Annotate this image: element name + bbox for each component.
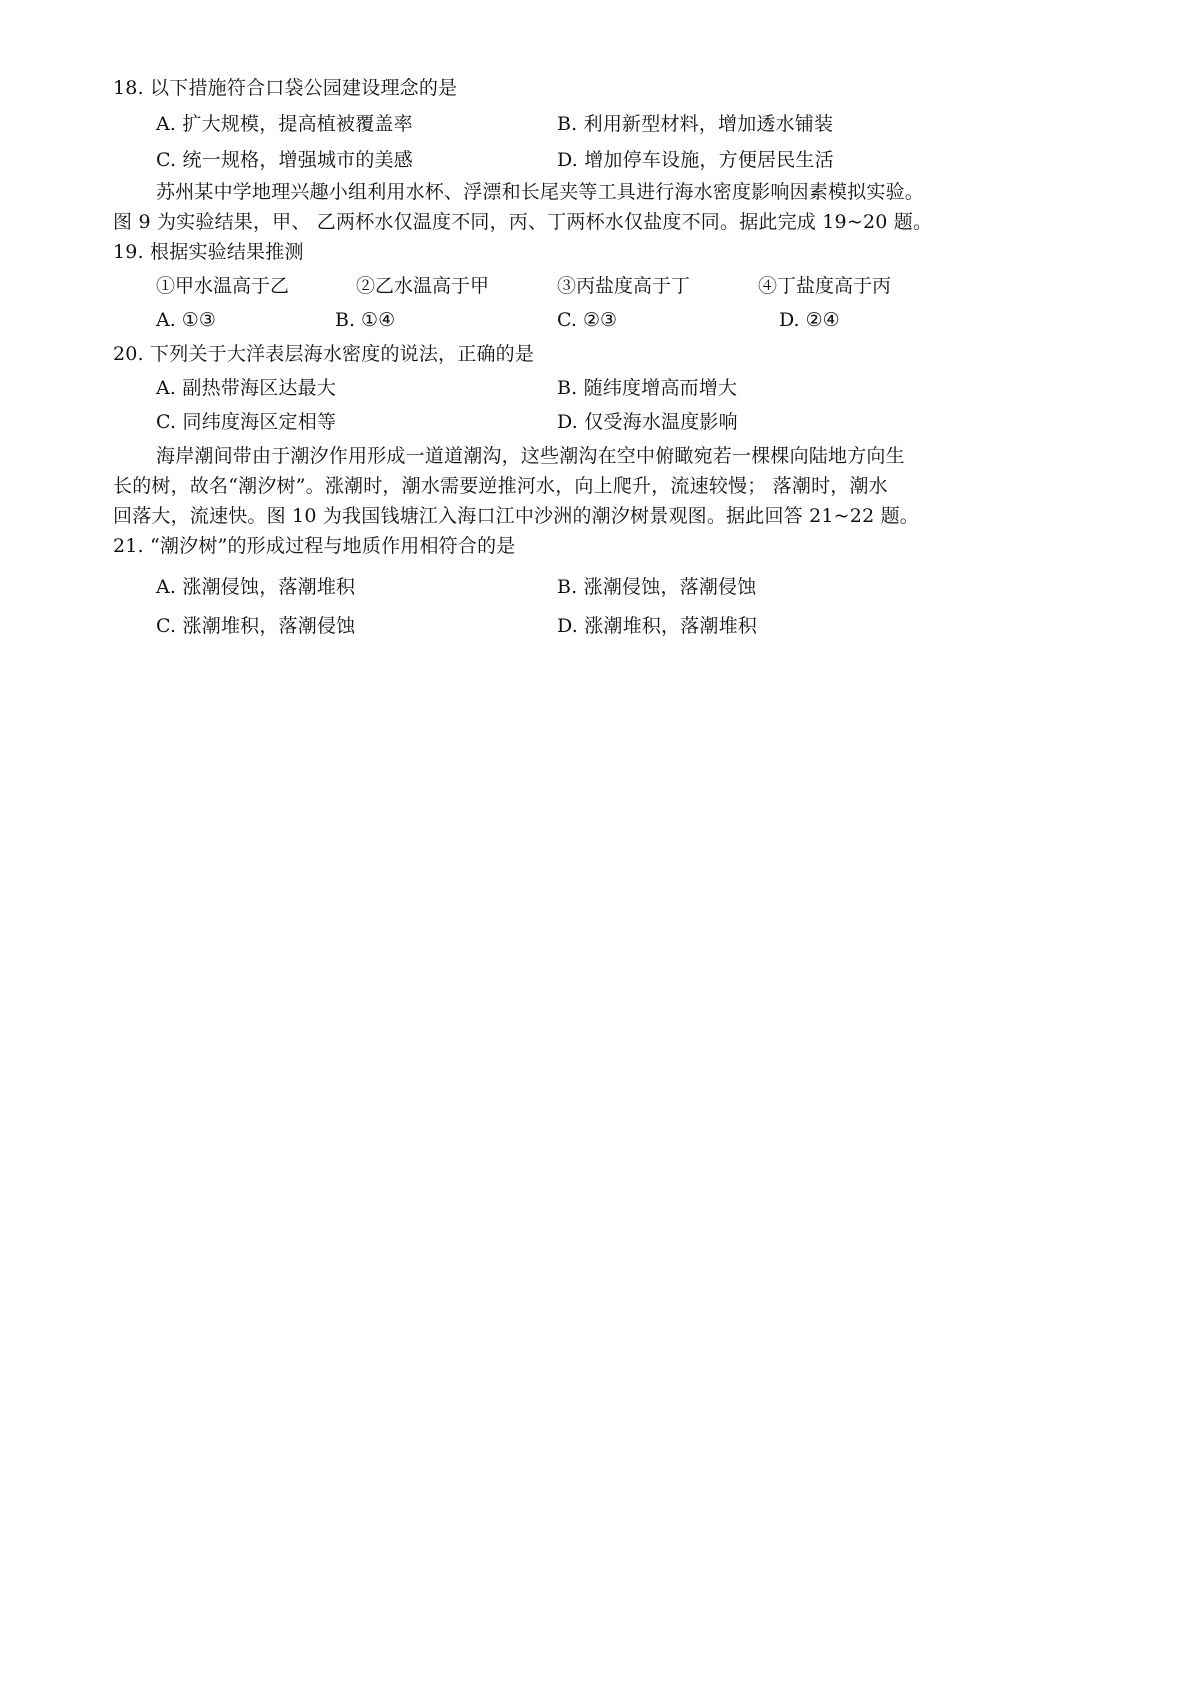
passage1-line1: 苏州某中学地理兴趣小组利用水杯、浮漂和长尾夹等工具进行海水密度影响因素模拟实验。 [156,181,925,203]
q18-stem: 18. 以下措施符合口袋公园建设理念的是 [113,77,458,99]
q19-option-b: B. ①④ [335,309,396,331]
q19-statement-1: ①甲水温高于乙 [156,275,290,297]
q19-statement-3: ③丙盐度高于丁 [557,275,691,297]
q20-option-d: D. 仅受海水温度影响 [557,411,738,433]
q19-option-d: D. ②④ [779,309,840,331]
q21-option-b: B. 涨潮侵蚀，落潮侵蚀 [557,576,757,598]
passage2-line2: 长的树，故名“潮汐树”。涨潮时，潮水需要逆推河水，向上爬升，流速较慢； 落潮时，潮水 [113,475,888,497]
q19-option-a: A. ①③ [156,309,216,331]
q18-option-b: B. 利用新型材料，增加透水铺装 [557,113,834,135]
q19-stem: 19. 根据实验结果推测 [113,241,304,263]
q21-option-a: A. 涨潮侵蚀，落潮堆积 [156,576,356,598]
q21-option-d: D. 涨潮堆积，落潮堆积 [557,615,758,637]
q19-statement-2: ②乙水温高于甲 [356,275,490,297]
q18-option-a: A. 扩大规模，提高植被覆盖率 [156,113,413,135]
q20-option-b: B. 随纬度增高而增大 [557,377,738,399]
q20-option-a: A. 副热带海区达最大 [156,377,337,399]
q19-statement-4: ④丁盐度高于丙 [758,275,892,297]
passage2-line1: 海岸潮间带由于潮汐作用形成一道道潮沟，这些潮沟在空中俯瞰宛若一棵棵向陆地方向生 [156,445,905,467]
passage2-line3: 回落大，流速快。图 10 为我国钱塘江入海口江中沙洲的潮汐树景观图。据此回答 21~22 题。 [113,505,920,527]
q19-option-c: C. ②③ [557,309,618,331]
passage1-line2: 图 9 为实验结果，甲、 乙两杯水仅温度不同，丙、丁两杯水仅盐度不同。据此完成 19~20 题。 [113,211,933,233]
q21-stem: 21. “潮汐树”的形成过程与地质作用相符合的是 [113,535,516,557]
q18-option-c: C. 统一规格，增强城市的美感 [156,149,413,171]
q20-stem: 20. 下列关于大洋表层海水密度的说法，正确的是 [113,343,535,365]
q21-option-c: C. 涨潮堆积，落潮侵蚀 [156,615,356,637]
q18-option-d: D. 增加停车设施，方便居民生活 [557,149,834,171]
q20-option-c: C. 同纬度海区定相等 [156,411,337,433]
